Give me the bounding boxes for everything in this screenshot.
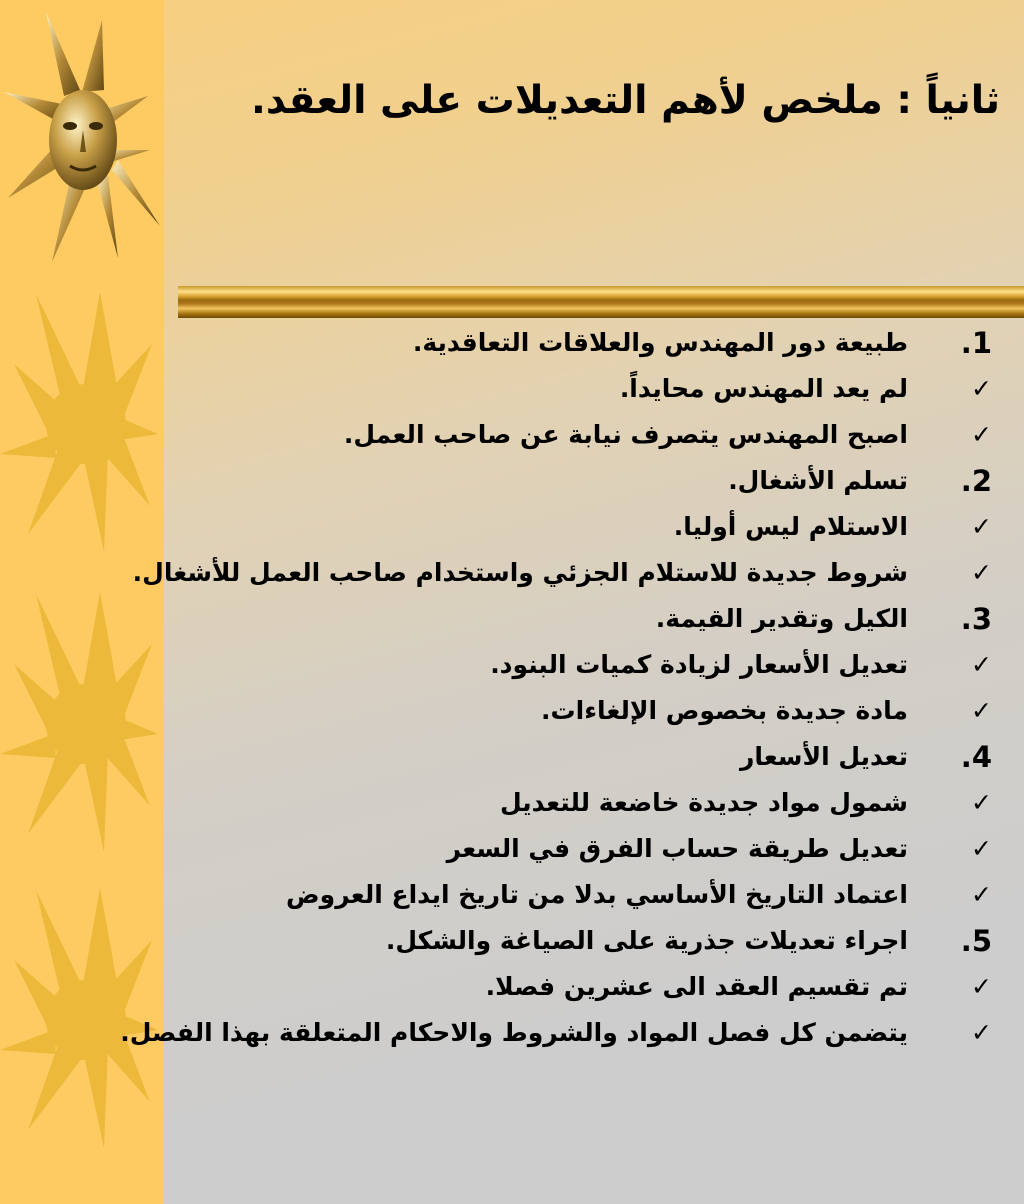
yellow-sun-icon xyxy=(0,284,164,554)
item-text: اجراء تعديلات جذرية على الصياغة والشكل. xyxy=(385,926,908,955)
item-text: يتضمن كل فصل المواد والشروط والاحكام المتعلقة بهذا الفصل. xyxy=(120,1018,908,1047)
item-number: 3. xyxy=(960,602,992,636)
list-item xyxy=(120,1010,992,1056)
list-item xyxy=(152,964,992,1010)
list-item xyxy=(152,642,992,688)
checkmark-icon: ✓ xyxy=(971,420,992,449)
list-item xyxy=(152,320,992,366)
checkmark-icon: ✓ xyxy=(971,374,992,403)
item-text: الكيل وتقدير القيمة. xyxy=(655,604,908,633)
checkmark-icon: ✓ xyxy=(971,972,992,1001)
item-text: تعديل طريقة حساب الفرق في السعر xyxy=(446,834,908,863)
list-item xyxy=(152,412,992,458)
list-item xyxy=(152,688,992,734)
item-text: اصبح المهندس يتصرف نيابة عن صاحب العمل. xyxy=(343,420,908,449)
item-text: تعديل الأسعار لزيادة كميات البنود. xyxy=(490,650,908,679)
gold-sun-face-icon xyxy=(0,0,164,270)
item-text: مادة جديدة بخصوص الإلغاءات. xyxy=(541,696,908,725)
list-item xyxy=(152,872,992,918)
list-item xyxy=(132,550,992,596)
checkmark-icon: ✓ xyxy=(971,512,992,541)
item-text: اعتماد التاريخ الأساسي بدلا من تاريخ ايداع العروض xyxy=(286,880,908,909)
checkmark-icon: ✓ xyxy=(971,696,992,725)
item-number: 1. xyxy=(960,326,992,360)
checkmark-icon: ✓ xyxy=(971,834,992,863)
yellow-sun-icon xyxy=(0,584,164,854)
item-text: شروط جديدة للاستلام الجزئي واستخدام صاحب العمل للأشغال. xyxy=(132,558,908,587)
item-number: 5. xyxy=(960,924,992,958)
list-item xyxy=(152,596,992,642)
checkmark-icon: ✓ xyxy=(971,880,992,909)
checkmark-icon: ✓ xyxy=(971,1018,992,1047)
list-item xyxy=(152,458,992,504)
item-text: طبيعة دور المهندس والعلاقات التعاقدية. xyxy=(412,328,908,357)
item-number: 4. xyxy=(960,740,992,774)
summary-list xyxy=(120,320,992,1056)
item-text: تسلم الأشغال. xyxy=(728,466,908,495)
list-item xyxy=(152,780,992,826)
item-text: تعديل الأسعار xyxy=(739,742,908,771)
slide-title: ثانياً : ملخص لأهم التعديلات على العقد. xyxy=(251,78,1000,123)
item-text: لم يعد المهندس محايداً. xyxy=(619,374,908,403)
item-text: شمول مواد جديدة خاضعة للتعديل xyxy=(499,788,908,817)
gold-divider-bar xyxy=(178,286,1024,318)
list-item xyxy=(152,734,992,780)
item-text: تم تقسيم العقد الى عشرين فصلا. xyxy=(485,972,908,1001)
checkmark-icon: ✓ xyxy=(971,650,992,679)
checkmark-icon: ✓ xyxy=(971,558,992,587)
list-item xyxy=(152,918,992,964)
list-item xyxy=(152,826,992,872)
list-item xyxy=(152,504,992,550)
checkmark-icon: ✓ xyxy=(971,788,992,817)
item-number: 2. xyxy=(960,464,992,498)
item-text: الاستلام ليس أوليا. xyxy=(673,512,908,541)
list-item xyxy=(152,366,992,412)
